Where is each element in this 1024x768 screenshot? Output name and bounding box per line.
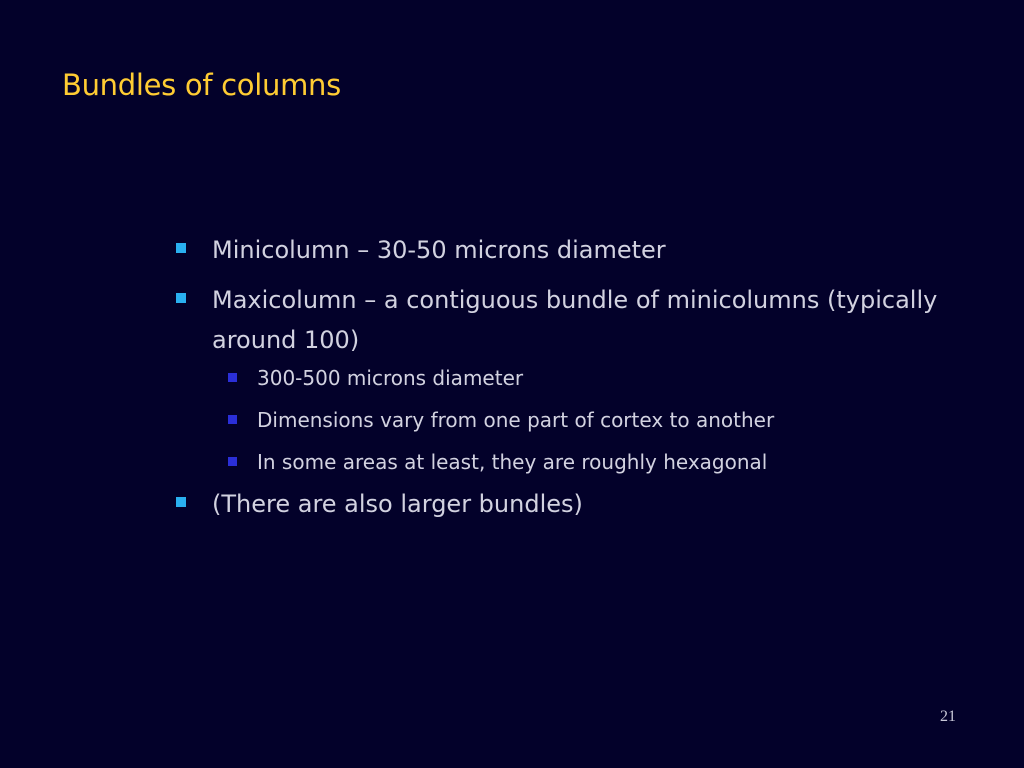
bullet-list — [174, 230, 954, 534]
sub-bullet-item — [174, 364, 954, 392]
square-bullet-icon — [228, 457, 237, 466]
sub-bullet-text: Dimensions vary from one part of cortex to another — [257, 408, 775, 432]
square-bullet-icon — [176, 497, 186, 507]
square-bullet-icon — [176, 293, 186, 303]
bullet-text: (There are also larger bundles) — [212, 490, 583, 518]
sub-bullet-item — [174, 448, 954, 476]
square-bullet-icon — [176, 243, 186, 253]
sub-bullet-item — [174, 406, 954, 434]
slide-title: Bundles of columns — [62, 68, 341, 102]
square-bullet-icon — [228, 373, 237, 382]
square-bullet-icon — [228, 415, 237, 424]
sub-bullet-text: 300-500 microns diameter — [257, 366, 524, 390]
page-number: 21 — [940, 708, 956, 725]
bullet-text: Maxicolumn – a contiguous bundle of minicolumns (typically around 100) — [212, 286, 938, 354]
bullet-text: Minicolumn – 30-50 microns diameter — [212, 236, 666, 264]
bullet-item — [174, 280, 954, 360]
sub-bullet-text: In some areas at least, they are roughly hexagonal — [257, 450, 768, 474]
bullet-item — [174, 230, 954, 270]
bullet-item — [174, 484, 954, 524]
